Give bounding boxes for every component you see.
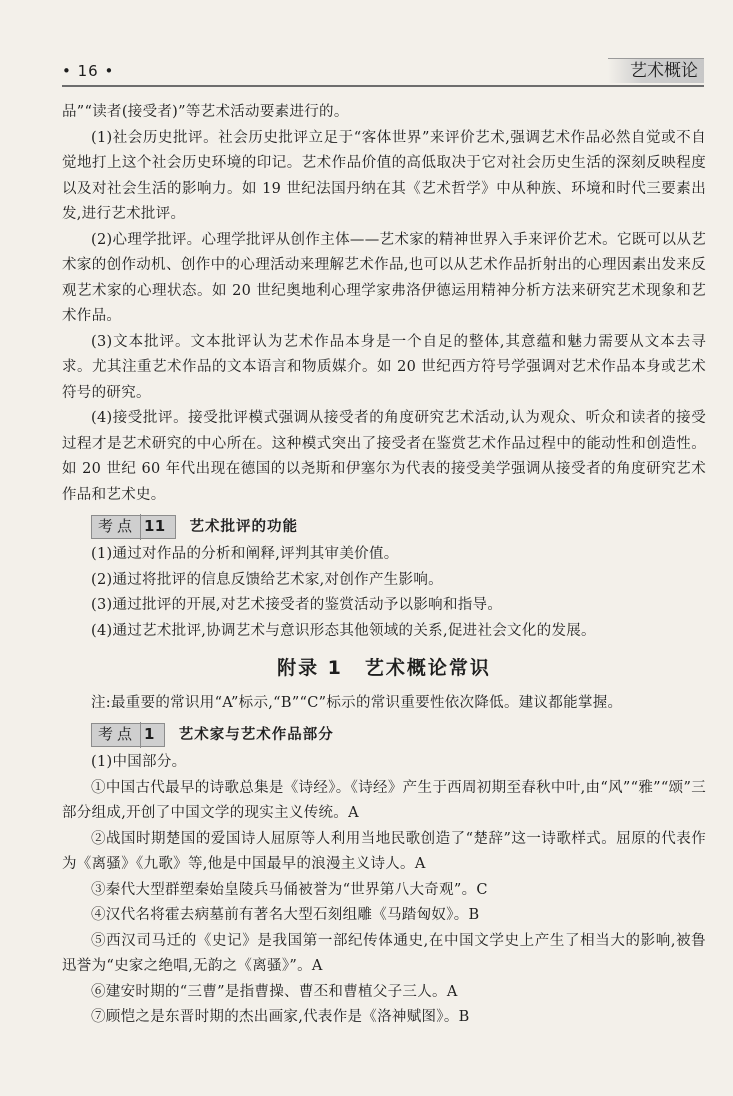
fact-item-3: ③秦代大型群塑秦始皇陵兵马俑被誉为“世界第八大奇观”。C: [91, 881, 488, 898]
fact-item-6: ⑥建安时期的“三曹”是指曹操、曹丕和曹植父子三人。A: [91, 983, 458, 1000]
kaodian-badge: [91, 723, 165, 747]
fact-item-4: ④汉代名将霍去病墓前有著名大型石刻组雕《马踏匈奴》。B: [91, 907, 480, 923]
kaodian-label: 考点: [98, 725, 137, 744]
section-china: (1)中国部分。: [91, 754, 187, 770]
running-title: 艺术概论: [608, 58, 704, 83]
fact-item-5: ⑤西汉司马迁的《史记》是我国第一部纪传体通史,在中国文学史上产生了相当大的影响,被鲁迅誉为“史家之绝唱,无韵之《离骚》”。A: [62, 932, 706, 974]
paragraph-social-history-criticism: (1)社会历史批评。社会历史批评立足于“客体世界”来评价艺术,强调艺术作品必然自觉或不自觉地打上这个社会历史环境的印记。艺术作品价值的高低取决于它对社会历史生活的深刻反映程度以及对社会生活的影响力。如 19 世纪法国丹纳在其《艺术哲学》中从种族、环境和时代三要素出发,进行艺术批评。: [62, 129, 706, 222]
kaodian-number: 1: [140, 722, 158, 748]
fact-item-7: ⑦顾恺之是东晋时期的杰出画家,代表作是《洛神赋图》。B: [91, 1009, 470, 1025]
appendix-note: 注:最重要的常识用“A”标示,“B”“C”标示的常识重要性依次降低。建议都能掌握。: [91, 694, 623, 711]
paragraph-continuation: 品”“读者(接受者)”等艺术活动要素进行的。: [62, 104, 349, 120]
paragraph-psychological-criticism: (2)心理学批评。心理学批评从创作主体——艺术家的精神世界入手来评价艺术。它既可以从艺术家的创作动机、创作中的心理活动来理解艺术作品,也可以从艺术作品折射出的心理因素出发来反观艺术家的心理状态。如 20 世纪奥地利心理学家弗洛伊德运用精神分析方法来研究艺术现象和艺术作品。: [62, 231, 706, 324]
kaodian-title: 艺术家与艺术作品部分: [178, 726, 334, 744]
paragraph-reception-criticism: (4)接受批评。接受批评模式强调从接受者的角度研究艺术活动,认为观众、听众和读者的接受过程才是艺术研究的中心所在。这种模式突出了接受者在鉴赏艺术作品过程中的能动性和创造性。如 20 世纪 60 年代出现在德国的以尧斯和伊塞尔为代表的接受美学强调从接受者的角度研究艺术作品和艺术史。: [62, 410, 706, 503]
header-rule: [62, 85, 704, 87]
function-item-2: (2)通过将批评的信息反馈给艺术家,对创作产生影响。: [91, 571, 443, 588]
fact-item-2: ②战国时期楚国的爱国诗人屈原等人利用当地民歌创造了“楚辞”这一诗歌样式。屈原的代表作为《离骚》《九歌》等,他是中国最早的浪漫主义诗人。A: [62, 830, 706, 872]
appendix-title: 艺术概论常识: [364, 657, 491, 679]
appendix-label: 附录 1: [277, 657, 343, 679]
kaodian-number: 11: [140, 514, 168, 540]
function-item-1: (1)通过对作品的分析和阐释,评判其审美价值。: [91, 546, 399, 562]
kaodian-title: 艺术批评的功能: [189, 518, 298, 536]
fact-item-1: ①中国古代最早的诗歌总集是《诗经》。《诗经》产生于西周初期至春秋中叶,由“风”“雅”“颂”三部分组成,开创了中国文学的现实主义传统。A: [62, 779, 706, 821]
kaodian-heading-1: [62, 722, 706, 748]
page-body: [62, 100, 706, 1031]
paragraph-text-criticism: (3)文本批评。文本批评认为艺术作品本身是一个自足的整体,其意蕴和魅力需要从文本去寻求。尤其注重艺术作品的文本语言和物质媒介。如 20 世纪西方符号学强调对艺术作品本身或艺术符号的研究。: [62, 333, 706, 401]
kaodian-heading-11: [62, 514, 706, 540]
kaodian-badge: [91, 515, 176, 539]
kaodian-label: 考点: [98, 517, 137, 536]
function-item-3: (3)通过批评的开展,对艺术接受者的鉴赏活动予以影响和指导。: [91, 597, 503, 613]
function-item-4: (4)通过艺术批评,协调艺术与意识形态其他领域的关系,促进社会文化的发展。: [91, 622, 596, 639]
appendix-heading: [62, 656, 706, 682]
page-number: • 16 •: [62, 62, 115, 80]
page-header: [62, 58, 704, 86]
